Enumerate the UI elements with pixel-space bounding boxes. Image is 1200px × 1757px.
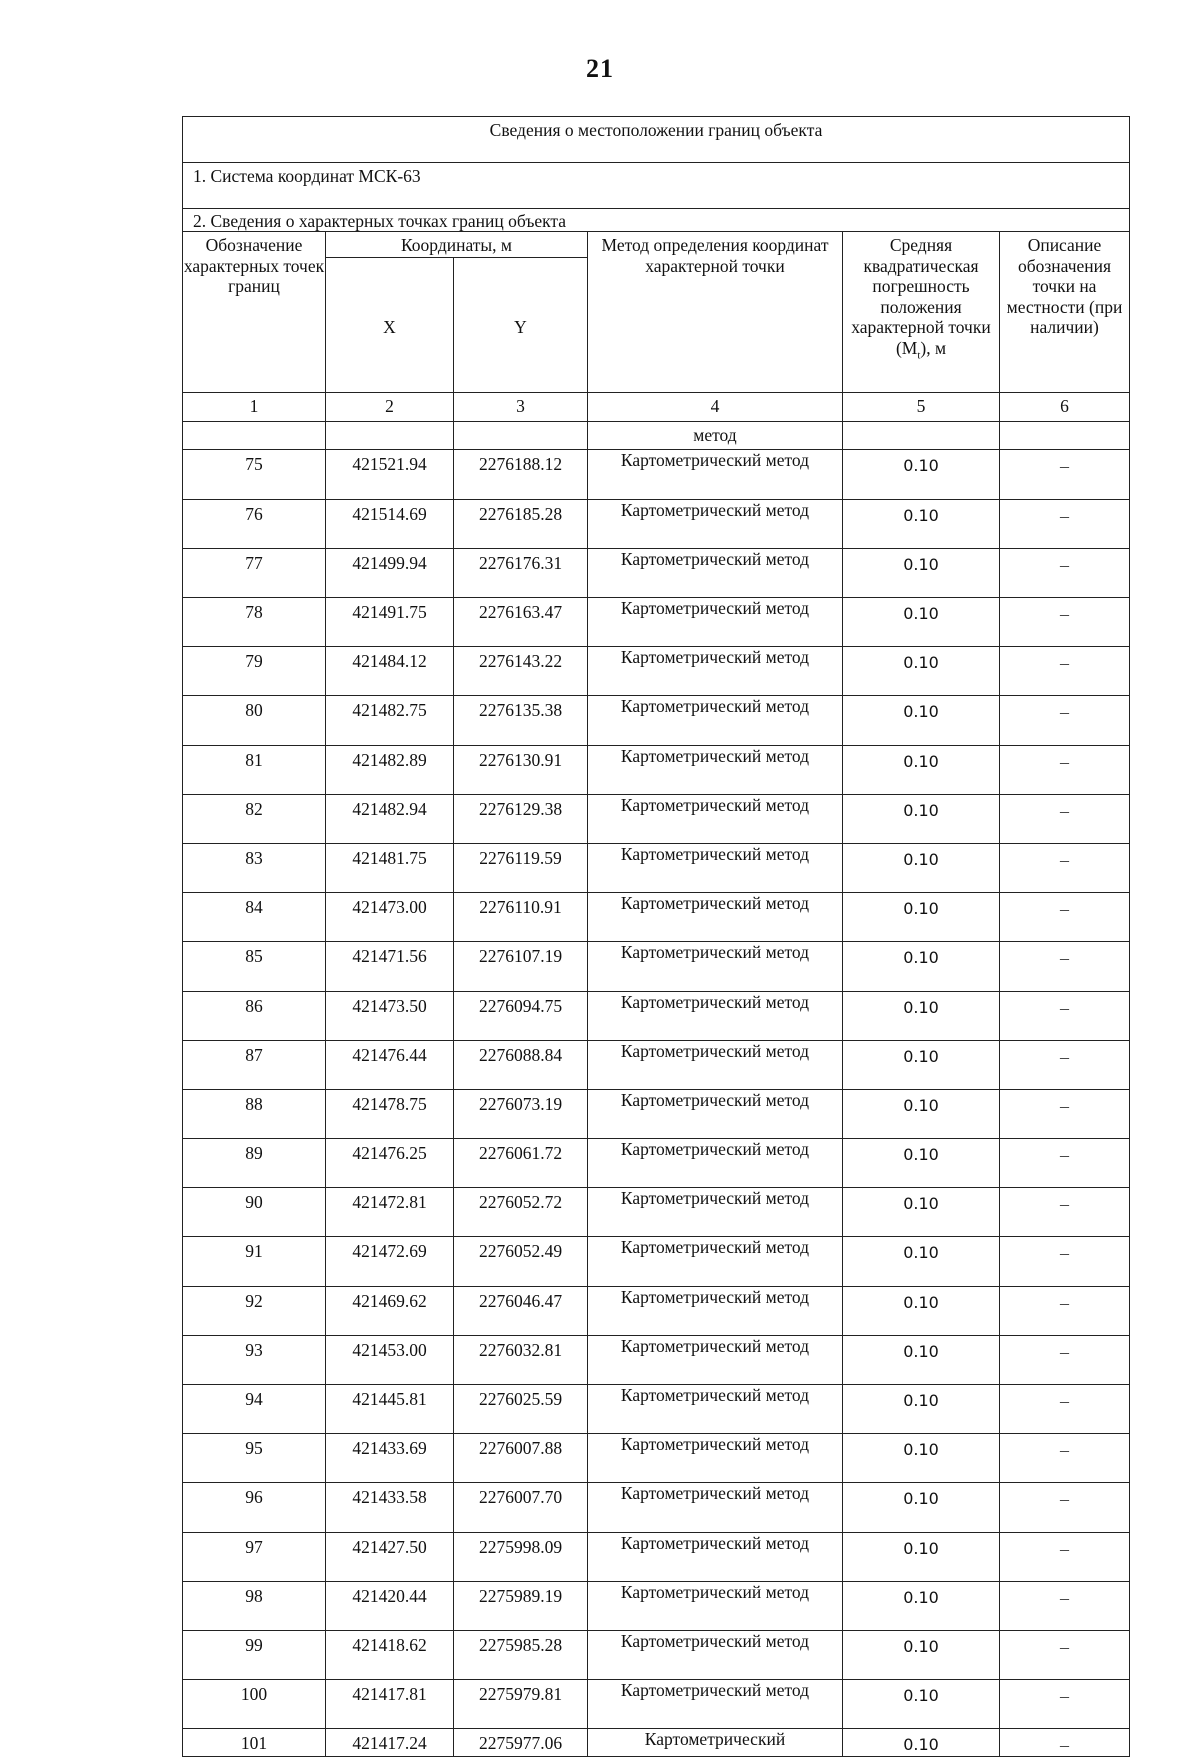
header-description: Описание обозначения точки на местности (при наличии) xyxy=(1000,232,1130,393)
coord-x: 421499.94 xyxy=(326,548,454,597)
coord-y: 2276176.31 xyxy=(454,548,588,597)
description: – xyxy=(1000,1434,1130,1483)
coord-y: 2276185.28 xyxy=(454,499,588,548)
point-number: 96 xyxy=(183,1483,326,1532)
coord-x: 421481.75 xyxy=(326,843,454,892)
carryover-empty xyxy=(843,422,1000,450)
coord-x: 421478.75 xyxy=(326,1089,454,1138)
point-number: 85 xyxy=(183,942,326,991)
coord-x: 421484.12 xyxy=(326,647,454,696)
table-row xyxy=(183,1089,1130,1138)
table-row xyxy=(183,696,1130,745)
carryover-empty xyxy=(454,422,588,450)
point-number: 76 xyxy=(183,499,326,548)
description: – xyxy=(1000,1729,1130,1757)
method: Картометрический метод xyxy=(588,745,843,794)
coord-y: 2275998.09 xyxy=(454,1532,588,1581)
description: – xyxy=(1000,991,1130,1040)
carryover-empty xyxy=(326,422,454,450)
point-number: 81 xyxy=(183,745,326,794)
coord-x: 421433.58 xyxy=(326,1483,454,1532)
accuracy: 0.10 xyxy=(843,1385,1000,1434)
method: Картометрический метод xyxy=(588,1335,843,1384)
description: – xyxy=(1000,794,1130,843)
accuracy: 0.10 xyxy=(843,450,1000,499)
accuracy: 0.10 xyxy=(843,1335,1000,1384)
accuracy: 0.10 xyxy=(843,548,1000,597)
table-row xyxy=(183,1483,1130,1532)
coord-x: 421417.81 xyxy=(326,1680,454,1729)
accuracy: 0.10 xyxy=(843,991,1000,1040)
accuracy: 0.10 xyxy=(843,1040,1000,1089)
point-number: 94 xyxy=(183,1385,326,1434)
column-number: 5 xyxy=(843,393,1000,422)
description: – xyxy=(1000,548,1130,597)
coord-x: 421417.24 xyxy=(326,1729,454,1757)
table-row xyxy=(183,1385,1130,1434)
method: Картометрический метод xyxy=(588,843,843,892)
column-number: 3 xyxy=(454,393,588,422)
method: Картометрический метод xyxy=(588,893,843,942)
description: – xyxy=(1000,893,1130,942)
coord-y: 2276007.88 xyxy=(454,1434,588,1483)
header-coordinates: Координаты, м xyxy=(326,232,588,258)
description: – xyxy=(1000,1483,1130,1532)
coord-y: 2276188.12 xyxy=(454,450,588,499)
header-designation: Обозначение характерных точек границ xyxy=(183,232,326,393)
accuracy: 0.10 xyxy=(843,942,1000,991)
section-heading: 2. Сведения о характерных точках границ объекта xyxy=(183,209,1130,232)
coord-y: 2276130.91 xyxy=(454,745,588,794)
accuracy: 0.10 xyxy=(843,893,1000,942)
accuracy: 0.10 xyxy=(843,499,1000,548)
point-number: 95 xyxy=(183,1434,326,1483)
point-number: 91 xyxy=(183,1237,326,1286)
table-row xyxy=(183,794,1130,843)
table-title: Сведения о местоположении границ объекта xyxy=(183,117,1130,163)
point-number: 89 xyxy=(183,1139,326,1188)
table-row xyxy=(183,1188,1130,1237)
point-number: 77 xyxy=(183,548,326,597)
method: Картометрический метод xyxy=(588,1532,843,1581)
method: Картометрический метод xyxy=(588,1237,843,1286)
table-row xyxy=(183,450,1130,499)
coord-y: 2275977.06 xyxy=(454,1729,588,1757)
coord-x: 421427.50 xyxy=(326,1532,454,1581)
accuracy: 0.10 xyxy=(843,1188,1000,1237)
coord-y: 2275989.19 xyxy=(454,1581,588,1630)
table-row xyxy=(183,1286,1130,1335)
coord-y: 2276073.19 xyxy=(454,1089,588,1138)
description: – xyxy=(1000,1680,1130,1729)
page-number: 21 xyxy=(586,54,614,83)
description: – xyxy=(1000,1286,1130,1335)
coord-y: 2276143.22 xyxy=(454,647,588,696)
method: Картометрический метод xyxy=(588,794,843,843)
coord-y: 2276163.47 xyxy=(454,598,588,647)
coord-y: 2275979.81 xyxy=(454,1680,588,1729)
coord-x: 421482.75 xyxy=(326,696,454,745)
table-row xyxy=(183,1630,1130,1679)
coord-x: 421473.00 xyxy=(326,893,454,942)
method: Картометрический метод xyxy=(588,1483,843,1532)
method: Картометрический метод xyxy=(588,647,843,696)
table-row xyxy=(183,1335,1130,1384)
method: Картометрический метод xyxy=(588,991,843,1040)
accuracy: 0.10 xyxy=(843,598,1000,647)
column-numbers-row xyxy=(183,393,1130,422)
coord-y: 2276007.70 xyxy=(454,1483,588,1532)
header-accuracy-subscript: t xyxy=(917,349,921,362)
column-number: 1 xyxy=(183,393,326,422)
coord-y: 2276094.75 xyxy=(454,991,588,1040)
accuracy: 0.10 xyxy=(843,1581,1000,1630)
description: – xyxy=(1000,499,1130,548)
header-accuracy xyxy=(843,232,1000,393)
method: Картометрический xyxy=(588,1729,843,1757)
coord-x: 421476.44 xyxy=(326,1040,454,1089)
table-row xyxy=(183,1581,1130,1630)
description: – xyxy=(1000,1188,1130,1237)
column-number: 4 xyxy=(588,393,843,422)
coord-x: 421418.62 xyxy=(326,1630,454,1679)
header-y: Y xyxy=(454,258,588,393)
method: Картометрический метод xyxy=(588,598,843,647)
point-number: 90 xyxy=(183,1188,326,1237)
point-number: 86 xyxy=(183,991,326,1040)
point-number: 99 xyxy=(183,1630,326,1679)
coord-y: 2276052.49 xyxy=(454,1237,588,1286)
coord-y: 2276107.19 xyxy=(454,942,588,991)
carryover-empty xyxy=(1000,422,1130,450)
description: – xyxy=(1000,1581,1130,1630)
method: Картометрический метод xyxy=(588,548,843,597)
accuracy: 0.10 xyxy=(843,1483,1000,1532)
method: Картометрический метод xyxy=(588,450,843,499)
coord-x: 421469.62 xyxy=(326,1286,454,1335)
method: Картометрический метод xyxy=(588,1089,843,1138)
coord-x: 421473.50 xyxy=(326,991,454,1040)
point-number: 88 xyxy=(183,1089,326,1138)
header-accuracy-text: Средняя квадратическая погрешность положения характерной точки (M xyxy=(851,235,991,358)
point-number: 87 xyxy=(183,1040,326,1089)
accuracy: 0.10 xyxy=(843,1089,1000,1138)
description: – xyxy=(1000,1139,1130,1188)
coord-x: 421472.81 xyxy=(326,1188,454,1237)
method: Картометрический метод xyxy=(588,1581,843,1630)
table-row xyxy=(183,893,1130,942)
table-row xyxy=(183,548,1130,597)
coordinate-system: 1. Система координат МСК-63 xyxy=(183,163,1130,209)
coord-x: 421491.75 xyxy=(326,598,454,647)
coord-y: 2275985.28 xyxy=(454,1630,588,1679)
coord-y: 2276052.72 xyxy=(454,1188,588,1237)
description: – xyxy=(1000,1630,1130,1679)
coord-y: 2276025.59 xyxy=(454,1385,588,1434)
table-row xyxy=(183,1040,1130,1089)
description: – xyxy=(1000,1040,1130,1089)
point-number: 83 xyxy=(183,843,326,892)
column-number: 2 xyxy=(326,393,454,422)
table-row xyxy=(183,942,1130,991)
accuracy: 0.10 xyxy=(843,1729,1000,1757)
method: Картометрический метод xyxy=(588,1680,843,1729)
method: Картометрический метод xyxy=(588,1139,843,1188)
header-method: Метод определения координат характерной точки xyxy=(588,232,843,393)
method: Картометрический метод xyxy=(588,1040,843,1089)
table-row xyxy=(183,598,1130,647)
carryover-method: метод xyxy=(588,422,843,450)
table-row xyxy=(183,499,1130,548)
coord-y: 2276088.84 xyxy=(454,1040,588,1089)
table-row xyxy=(183,1237,1130,1286)
description: – xyxy=(1000,745,1130,794)
method: Картометрический метод xyxy=(588,1286,843,1335)
point-number: 98 xyxy=(183,1581,326,1630)
table-row xyxy=(183,1729,1130,1757)
accuracy: 0.10 xyxy=(843,1630,1000,1679)
table-row xyxy=(183,991,1130,1040)
description: – xyxy=(1000,1335,1130,1384)
carryover-row xyxy=(183,422,1130,450)
method: Картометрический метод xyxy=(588,1188,843,1237)
table-row xyxy=(183,1139,1130,1188)
table-row xyxy=(183,843,1130,892)
coord-x: 421476.25 xyxy=(326,1139,454,1188)
description: – xyxy=(1000,843,1130,892)
coord-y: 2276032.81 xyxy=(454,1335,588,1384)
accuracy: 0.10 xyxy=(843,647,1000,696)
boundary-points-table xyxy=(182,116,1130,1757)
method: Картометрический метод xyxy=(588,1434,843,1483)
accuracy: 0.10 xyxy=(843,1532,1000,1581)
coord-x: 421420.44 xyxy=(326,1581,454,1630)
header-accuracy-unit: ), м xyxy=(920,337,947,358)
coord-y: 2276061.72 xyxy=(454,1139,588,1188)
point-number: 92 xyxy=(183,1286,326,1335)
description: – xyxy=(1000,598,1130,647)
method: Картометрический метод xyxy=(588,1385,843,1434)
table-row xyxy=(183,745,1130,794)
point-number: 78 xyxy=(183,598,326,647)
point-number: 80 xyxy=(183,696,326,745)
method: Картометрический метод xyxy=(588,1630,843,1679)
description: – xyxy=(1000,1532,1130,1581)
coord-x: 421482.94 xyxy=(326,794,454,843)
header-x: X xyxy=(326,258,454,393)
method: Картометрический метод xyxy=(588,942,843,991)
accuracy: 0.10 xyxy=(843,1139,1000,1188)
accuracy: 0.10 xyxy=(843,1237,1000,1286)
point-number: 82 xyxy=(183,794,326,843)
coord-x: 421471.56 xyxy=(326,942,454,991)
coord-x: 421514.69 xyxy=(326,499,454,548)
point-number: 101 xyxy=(183,1729,326,1757)
coord-y: 2276046.47 xyxy=(454,1286,588,1335)
column-number: 6 xyxy=(1000,393,1130,422)
carryover-empty xyxy=(183,422,326,450)
method: Картометрический метод xyxy=(588,499,843,548)
description: – xyxy=(1000,1237,1130,1286)
accuracy: 0.10 xyxy=(843,794,1000,843)
description: – xyxy=(1000,1089,1130,1138)
accuracy: 0.10 xyxy=(843,745,1000,794)
coord-x: 421482.89 xyxy=(326,745,454,794)
coord-y: 2276135.38 xyxy=(454,696,588,745)
accuracy: 0.10 xyxy=(843,696,1000,745)
accuracy: 0.10 xyxy=(843,1286,1000,1335)
description: – xyxy=(1000,450,1130,499)
coord-x: 421472.69 xyxy=(326,1237,454,1286)
table-row xyxy=(183,647,1130,696)
accuracy: 0.10 xyxy=(843,1434,1000,1483)
table-row xyxy=(183,1434,1130,1483)
description: – xyxy=(1000,696,1130,745)
description: – xyxy=(1000,647,1130,696)
accuracy: 0.10 xyxy=(843,1680,1000,1729)
coord-y: 2276119.59 xyxy=(454,843,588,892)
point-number: 100 xyxy=(183,1680,326,1729)
coord-x: 421433.69 xyxy=(326,1434,454,1483)
coord-y: 2276110.91 xyxy=(454,893,588,942)
coord-x: 421453.00 xyxy=(326,1335,454,1384)
coord-x: 421445.81 xyxy=(326,1385,454,1434)
point-number: 84 xyxy=(183,893,326,942)
method: Картометрический метод xyxy=(588,696,843,745)
table-row xyxy=(183,1680,1130,1729)
accuracy: 0.10 xyxy=(843,843,1000,892)
description: – xyxy=(1000,942,1130,991)
table-row xyxy=(183,1532,1130,1581)
description: – xyxy=(1000,1385,1130,1434)
point-number: 93 xyxy=(183,1335,326,1384)
coord-x: 421521.94 xyxy=(326,450,454,499)
coord-y: 2276129.38 xyxy=(454,794,588,843)
point-number: 79 xyxy=(183,647,326,696)
point-number: 75 xyxy=(183,450,326,499)
point-number: 97 xyxy=(183,1532,326,1581)
